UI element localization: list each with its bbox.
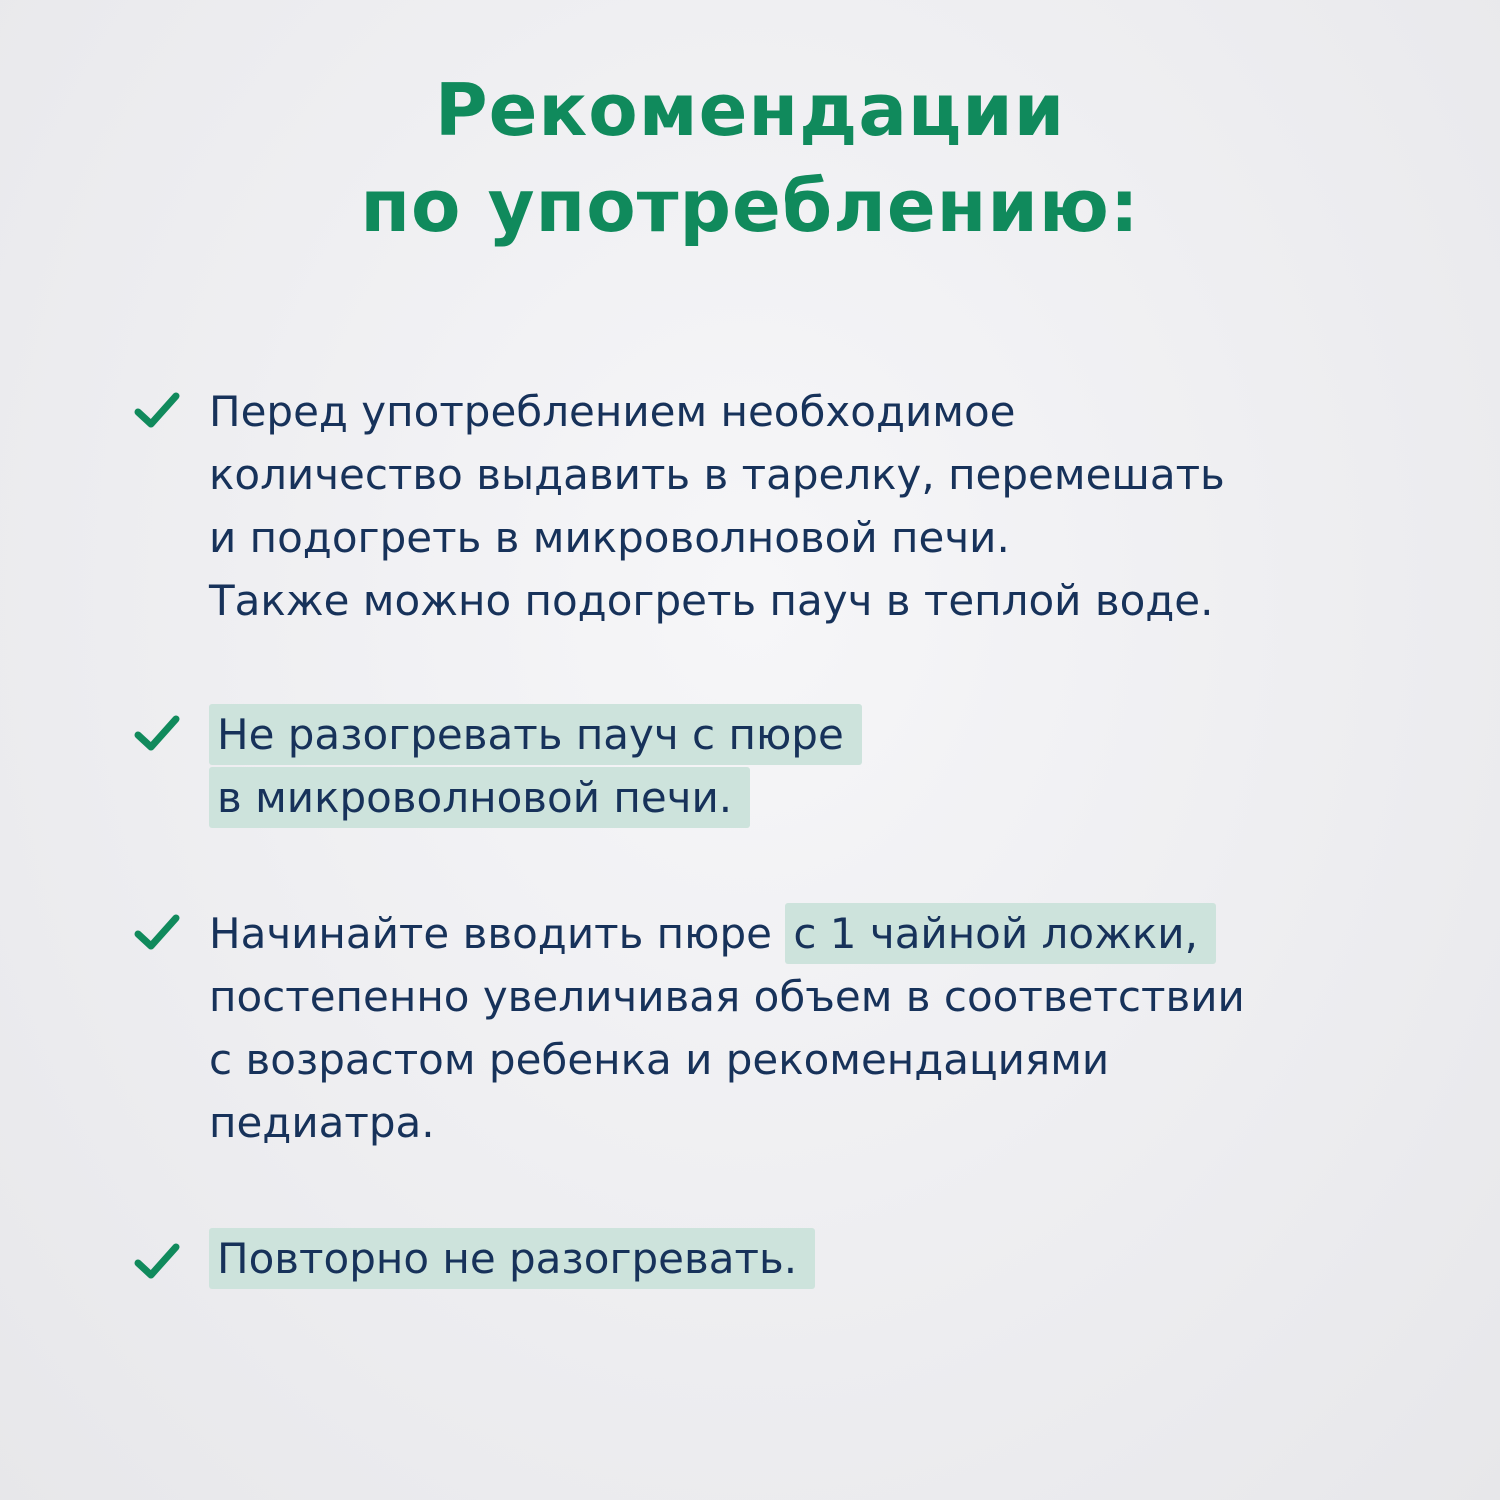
text-line: и подогреть в микроволновой печи. xyxy=(209,513,1010,562)
check-icon xyxy=(134,1241,180,1281)
text-line: количество выдавить в тарелку, перемешать xyxy=(209,450,1225,499)
recommendation-text-3 xyxy=(209,902,1409,1154)
highlight-segment: с 1 чайной ложки, xyxy=(785,903,1216,964)
highlight-line: Повторно не разогревать. xyxy=(209,1228,815,1289)
text-line: педиатра. xyxy=(209,1098,435,1147)
check-icon xyxy=(134,912,180,952)
check-icon xyxy=(134,713,180,753)
title-line-2: по употреблению: xyxy=(360,164,1140,248)
recommendation-text-1 xyxy=(209,380,1409,632)
highlight-line: Не разогревать пауч с пюре xyxy=(209,704,862,765)
text-line: Перед употреблением необходимое xyxy=(209,387,1016,436)
recommendation-text-4 xyxy=(209,1227,1409,1290)
text-line: с возрастом ребенка и рекомендациями xyxy=(209,1035,1110,1084)
text-line: Также можно подогреть пауч в теплой воде. xyxy=(209,576,1214,625)
highlight-line: в микроволновой печи. xyxy=(209,767,750,828)
title-line-1: Рекомендации xyxy=(434,68,1066,152)
text-segment: Начинайте вводить пюре xyxy=(209,909,786,958)
page-title xyxy=(0,62,1500,254)
recommendation-text-2 xyxy=(209,703,1409,829)
text-line: постепенно увеличивая объем в соответствии xyxy=(209,972,1245,1021)
check-icon xyxy=(134,390,180,430)
